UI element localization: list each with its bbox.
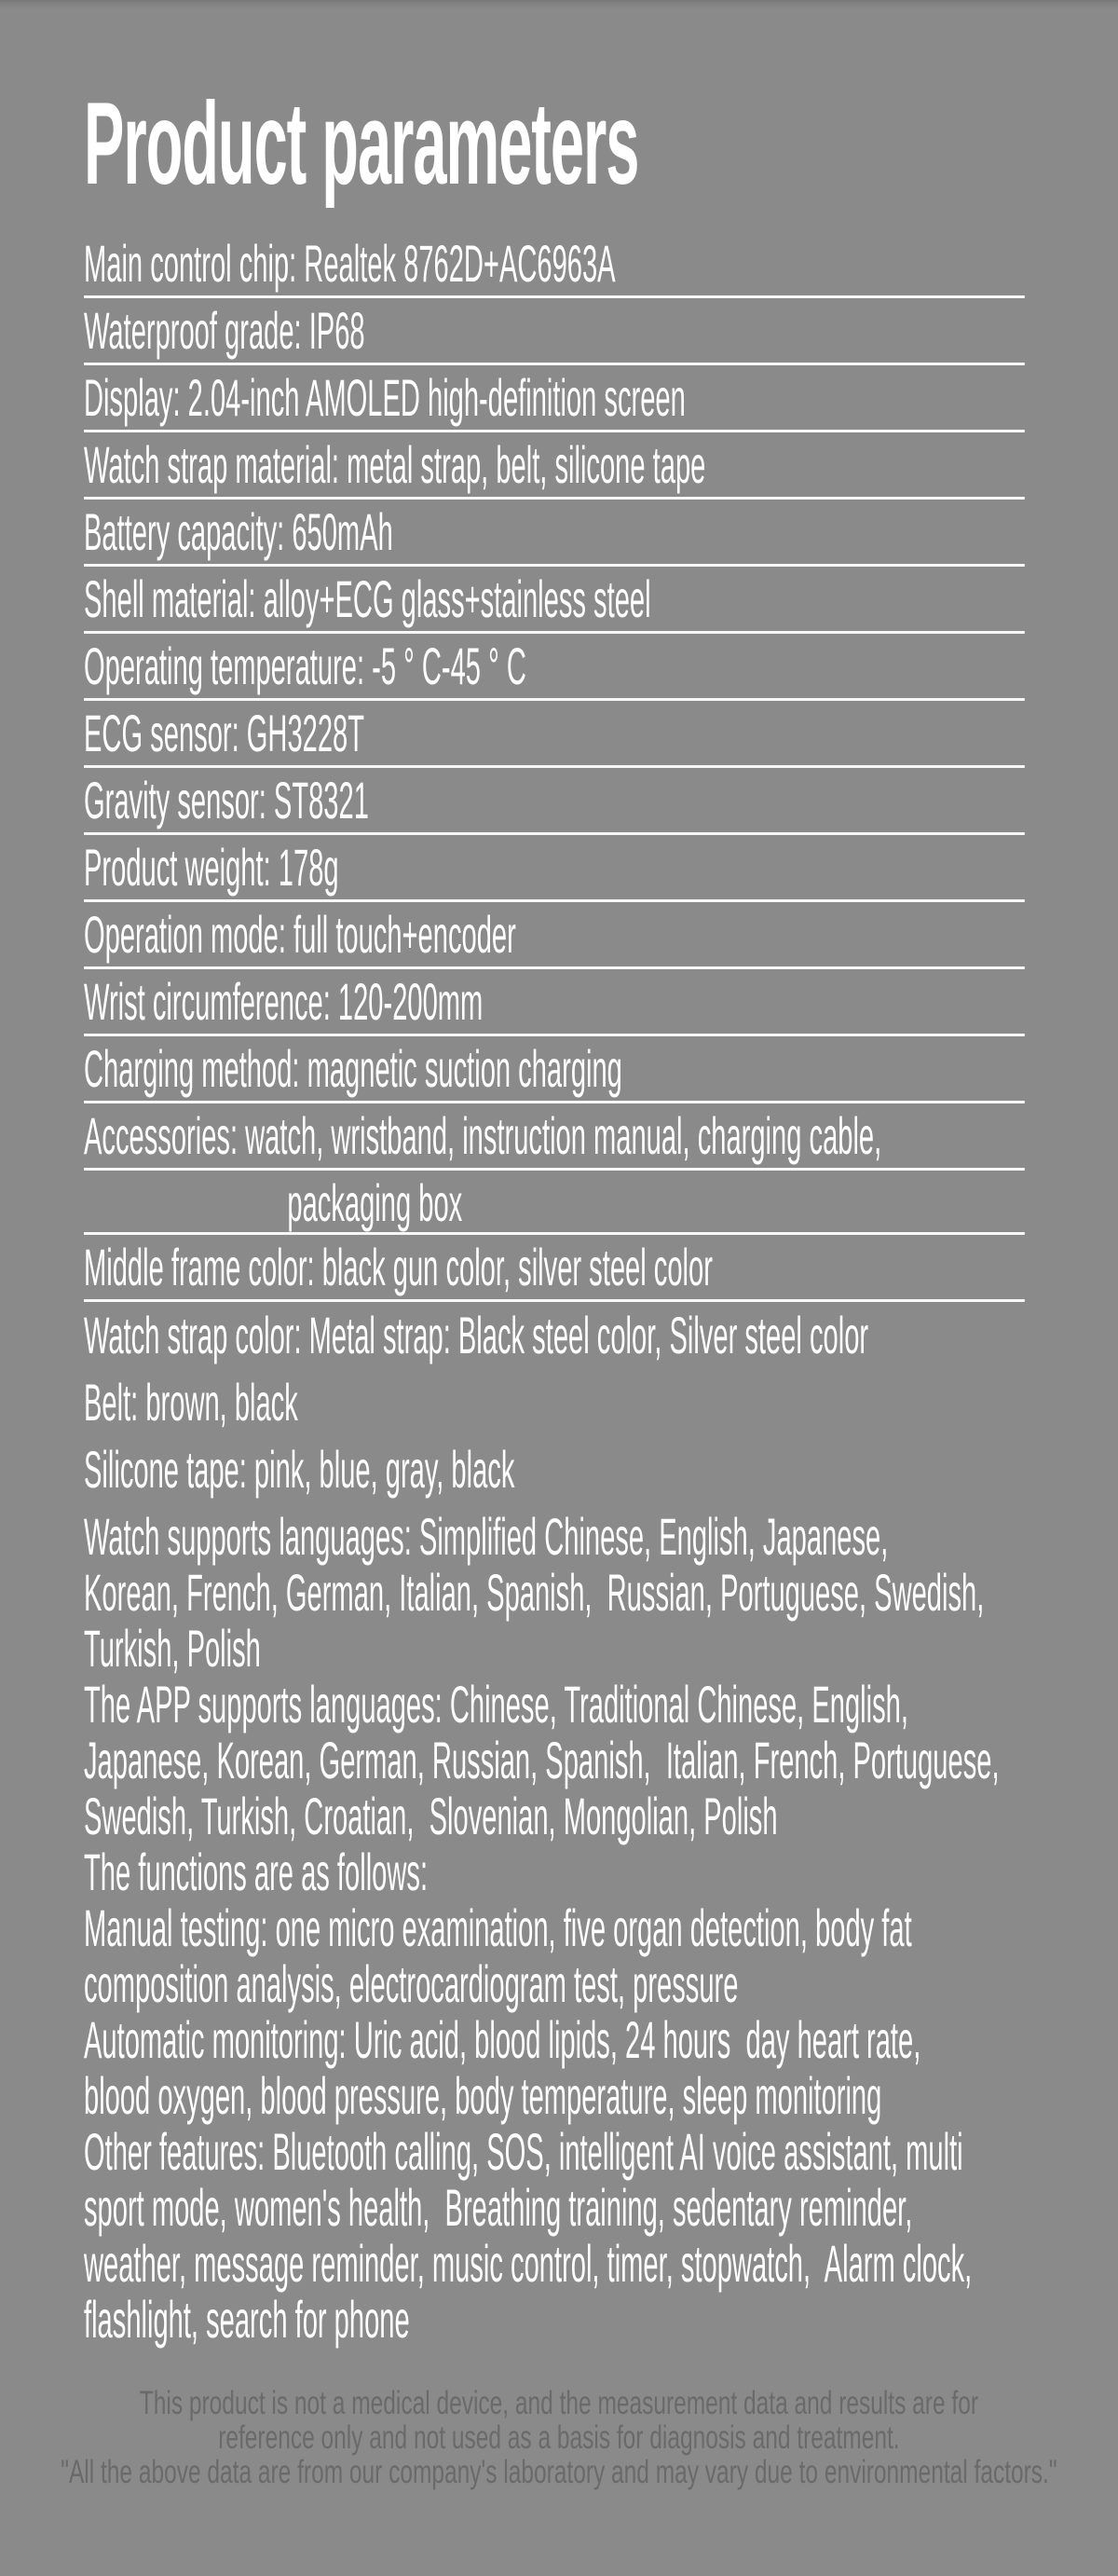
spec-row: Operating temperature: -5 ° C-45 ° C — [84, 634, 1025, 701]
feature-line: Turkish, Polish — [84, 1619, 261, 1678]
spec-row: Operation mode: full touch+encoder — [84, 902, 1025, 969]
disclaimer-line: reference only and not used as a basis for diagnosis and treatment. — [218, 2419, 900, 2456]
feature-line: The functions are as follows: — [84, 1843, 429, 1901]
feature-line: weather, message reminder, music control, timer, stopwatch, Alarm clock, — [84, 2234, 973, 2293]
disclaimer-line: This product is not a medical device, and the measurement data and results are for — [139, 2385, 978, 2421]
spec-row: Charging method: magnetic suction charging — [84, 1036, 1025, 1103]
spec-row: Belt: brown, black — [84, 1373, 298, 1432]
feature-line: Manual testing: one micro examination, five organ detection, body fat — [84, 1898, 912, 1957]
feature-line: Swedish, Turkish, Croatian, Slovenian, Mongolian, Polish — [84, 1787, 778, 1845]
feature-line: Automatic monitoring: Uric acid, blood lipids, 24 hours day heart rate, — [84, 2010, 921, 2069]
spec-row: Battery capacity: 650mAh — [84, 500, 1025, 567]
spec-row: Waterproof grade: IP68 — [84, 298, 1025, 365]
feature-line: Other features: Bluetooth calling, SOS, intelligent AI voice assistant, multi — [84, 2122, 963, 2181]
spec-row: Watch strap color: Metal strap: Black steel color, Silver steel color — [84, 1306, 869, 1364]
features-section — [84, 1509, 1101, 2348]
spec-row: Silicone tape: pink, blue, gray, black — [84, 1440, 515, 1499]
spec-row: Accessories: watch, wristband, instruction manual, charging cable, — [84, 1103, 1025, 1171]
page-title: Product parameters — [84, 79, 639, 209]
spec-row: Wrist circumference: 120-200mm — [84, 969, 1025, 1036]
spec-row: Gravity sensor: ST8321 — [84, 768, 1025, 835]
spec-row: Display: 2.04-inch AMOLED high-definition screen — [84, 365, 1025, 432]
spec-row: Product weight: 178g — [84, 835, 1025, 902]
feature-line: The APP supports languages: Chinese, Traditional Chinese, English, — [84, 1675, 908, 1733]
feature-line: flashlight, search for phone — [84, 2290, 410, 2349]
disclaimer — [0, 2386, 1118, 2489]
spec-row: Middle frame color: black gun color, silver steel color — [84, 1235, 1025, 1302]
spec-table — [84, 231, 1025, 1503]
spec-row: Main control chip: Realtek 8762D+AC6963A — [84, 231, 1025, 298]
feature-line: composition analysis, electrocardiogram test, pressure — [84, 1954, 739, 2013]
spec-row: packaging box — [84, 1171, 1025, 1235]
spec-row: ECG sensor: GH3228T — [84, 701, 1025, 768]
feature-line: blood oxygen, blood pressure, body temperature, sleep monitoring — [84, 2066, 882, 2125]
spec-row: Watch strap material: metal strap, belt, silicone tape — [84, 432, 1025, 500]
feature-line: sport mode, women's health, Breathing training, sedentary reminder, — [84, 2178, 913, 2237]
content-column — [84, 0, 1101, 2348]
spec-row: Shell material: alloy+ECG glass+stainless steel — [84, 567, 1025, 634]
feature-line: Korean, French, German, Italian, Spanish, Russian, Portuguese, Swedish, — [84, 1563, 985, 1622]
disclaimer-line: "All the above data are from our company's laboratory and may vary due to environmental factors." — [61, 2454, 1057, 2490]
feature-line: Watch supports languages: Simplified Chinese, English, Japanese, — [84, 1507, 889, 1566]
feature-line: Japanese, Korean, German, Russian, Spanish, Italian, French, Portuguese, — [84, 1731, 1000, 1789]
